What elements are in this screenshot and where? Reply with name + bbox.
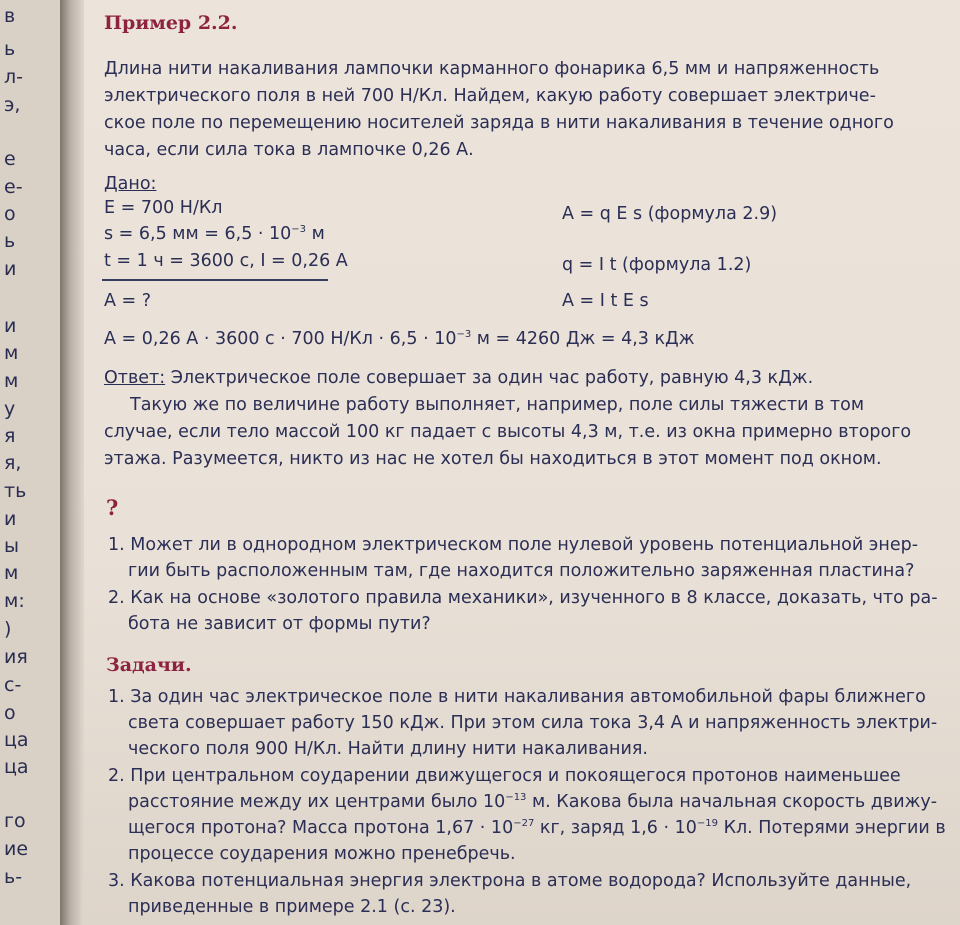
tasks-title: Задачи. (106, 654, 192, 676)
left-fragment: о (4, 203, 16, 225)
left-fragment: м (4, 370, 19, 392)
formula-charge: q = I t (формула 1.2) (562, 255, 752, 275)
given-t-i: t = 1 ч = 3600 с, I = 0,26 А (104, 251, 348, 271)
task-line: процессе соударения можно пренебречь. (128, 844, 516, 864)
left-fragment: го (4, 810, 26, 832)
left-fragment: ) (4, 618, 12, 640)
page-content (84, 0, 960, 925)
left-fragment: л- (4, 66, 23, 88)
find-value: A = ? (104, 291, 152, 311)
left-fragment: ь- (4, 866, 23, 888)
left-fragment: и (4, 315, 17, 337)
left-fragment: и (4, 258, 17, 280)
note-line: случае, если тело массой 100 кг падает с высоты 4,3 м, т.е. из окна примерно второго (104, 422, 912, 442)
book-page (84, 0, 960, 925)
left-fragment: ь (4, 230, 16, 252)
left-fragment: м (4, 342, 19, 364)
example-title: Пример 2.2. (104, 12, 238, 34)
given-label: Дано: (104, 174, 157, 194)
left-fragment: у (4, 398, 16, 420)
problem-line: Длина нити накаливания лампочки карманного фонарика 6,5 мм и напряженность (104, 59, 880, 79)
left-fragment: и (4, 508, 17, 530)
left-fragment: в (4, 5, 16, 27)
question-line: гии быть расположенным там, где находится положительно заряженная пластина? (128, 561, 915, 581)
task-line: света совершает работу 150 кДж. При этом сила тока 3,4 А и напряженность электри- (128, 713, 938, 733)
left-fragment: ие (4, 838, 29, 860)
problem-line: ское поле по перемещению носителей заряда в нити накаливания в течение одного (104, 113, 894, 133)
given-divider (102, 279, 328, 281)
left-fragment: о (4, 702, 16, 724)
left-fragment: ца (4, 756, 29, 778)
left-fragment: ы (4, 535, 20, 557)
note-line: этажа. Разумеется, никто из нас не хотел бы находиться в этот момент под окном. (104, 449, 882, 469)
left-fragment: ть (4, 480, 27, 502)
left-fragment: е- (4, 176, 23, 198)
questions-marker: ? (106, 495, 119, 520)
left-fragment: с- (4, 674, 22, 696)
task-line: расстояние между их центрами было $10^{-13}$ м. Какова была начальная скорость движу- (128, 792, 938, 812)
problem-line: часа, если сила тока в лампочке 0,26 А. (104, 140, 474, 160)
left-fragment: э, (4, 94, 21, 116)
problem-line: электрического поля в ней 700 Н/Кл. Найдем, какую работу совершает электриче- (104, 86, 876, 106)
question-line: 2. Как на основе «золотого правила механики», изученного в 8 классе, доказать, что ра- (108, 588, 938, 608)
left-fragment: е (4, 148, 16, 170)
given-e: E = 700 Н/Кл (104, 198, 223, 218)
left-fragment: ца (4, 729, 29, 751)
answer-label: Ответ: (104, 368, 166, 388)
task-line: ческого поля 900 Н/Кл. Найти длину нити накаливания. (128, 739, 648, 759)
task-line: приведенные в примере 2.1 (с. 23). (128, 897, 456, 917)
formula-combined: A = I t E s (562, 291, 649, 311)
left-fragment: ь (4, 38, 16, 60)
left-fragment: я (4, 425, 16, 447)
left-fragment: м (4, 562, 19, 584)
task-line: 1. За один час электрическое поле в нити накаливания автомобильной фары ближнего (108, 687, 926, 707)
book-gutter (60, 0, 86, 925)
note-line: Такую же по величине работу выполняет, например, поле силы тяжести в том (130, 395, 865, 415)
left-fragment: ия (4, 646, 28, 668)
left-fragment: м: (4, 590, 25, 612)
given-s: s = 6,5 мм = $6,5 \cdot 10^{-3}$ м (104, 224, 325, 244)
task-line: 3. Какова потенциальная энергия электрона в атоме водорода? Используйте данные, (108, 871, 912, 891)
task-line: щегося протона? Масса протона $1,67 \cdot 10^{-27}$ кг, заряд $1,6 \cdot 10^{-19}$ Кл. Потерями энергии в (128, 818, 946, 838)
left-page-edge (0, 0, 62, 925)
formula-work: A = q E s (формула 2.9) (562, 204, 778, 224)
question-line: бота не зависит от формы пути? (128, 614, 431, 634)
calculation-line: A = 0,26 А · 3600 с · 700 $Н/Кл \cdot 6,5 \cdot 10^{-3}$ м = 4260 Дж = 4,3 кДж (104, 329, 695, 349)
left-fragment: я, (4, 452, 22, 474)
question-line: 1. Может ли в однородном электрическом поле нулевой уровень потенциальной энер- (108, 535, 919, 555)
answer-line: Ответ: Электрическое поле совершает за один час работу, равную 4,3 кДж. (104, 368, 814, 388)
task-line: 2. При центральном соударении движущегося и покоящегося протонов наименьшее (108, 766, 901, 786)
